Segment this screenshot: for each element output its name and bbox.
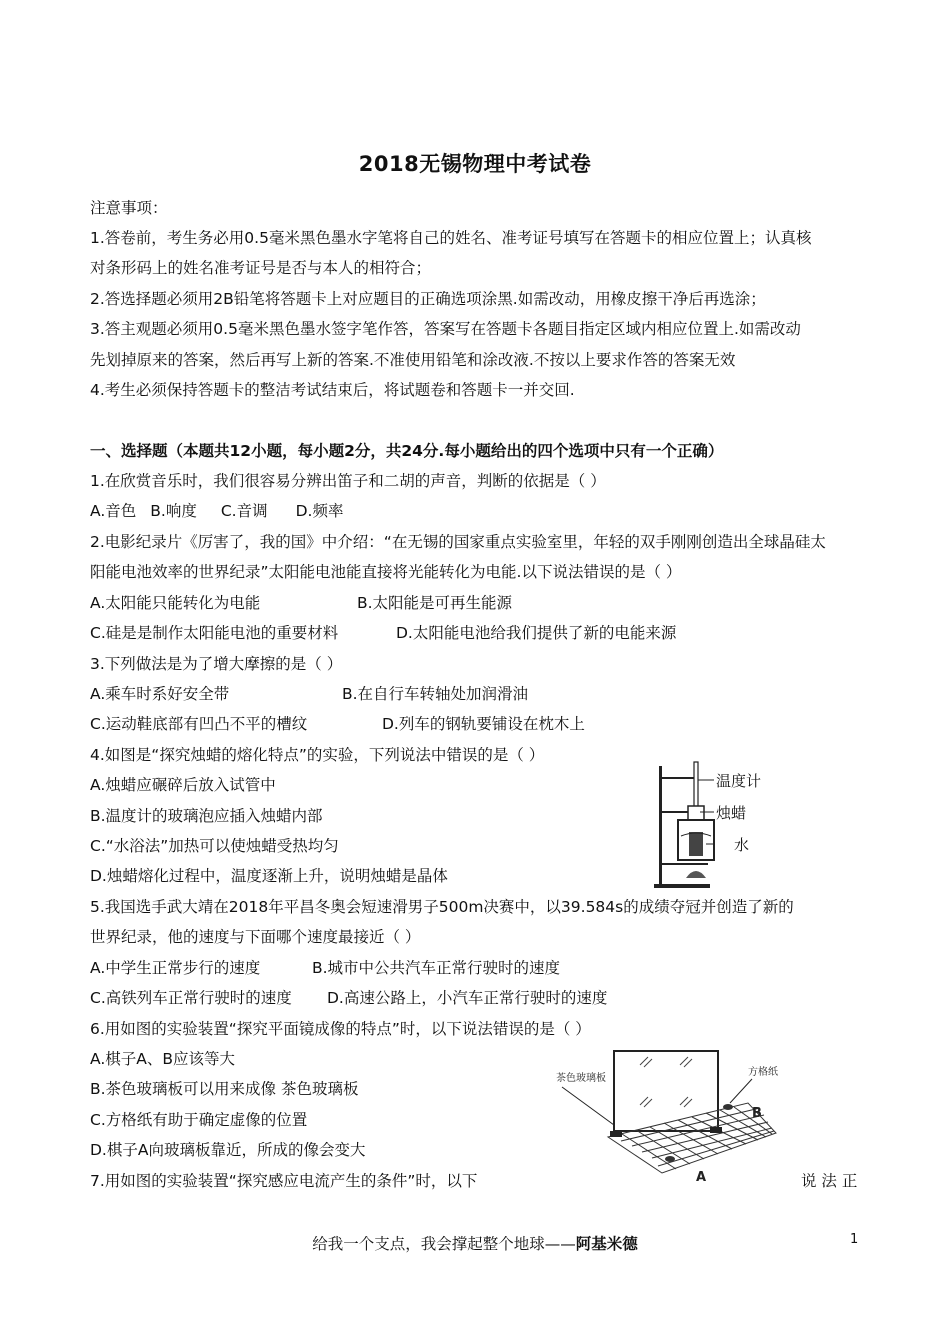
grid-paper-label: 方格纸 [748,1067,778,1078]
piece-a-label: A [696,1170,707,1185]
glass-plate-label: 茶色玻璃板 [556,1073,606,1084]
piece-b-label: B [752,1106,762,1121]
notice-item: 先划掉原来的答案，然后再写上新的答案.不准使用铅笔和涂改液.不按以上要求作答的答案无效 [90,351,736,369]
option-b: B.城市中公共汽车正常行驶时的速度 [312,959,561,977]
wax-melting-apparatus-figure [650,760,780,890]
question-5-stem: 5.我国选手武大靖在2018年平昌冬奥会短速滑男子500m决赛中，以39.584s的成绩夺冠并创造了新的 [90,898,794,916]
option-b: B.响度 [150,502,197,520]
footer-quote: 给我一个支点，我会撑起整个地球—— [312,1235,576,1253]
option-d: D.太阳能电池给我们提供了新的电能来源 [396,624,677,642]
water-label: 水 [734,836,750,854]
notice-item: 对条形码上的姓名准考证号是否与本人的相符合； [90,259,432,277]
option-b: B.在自行车转轴处加润滑油 [342,685,529,703]
option-c: C.音调 [220,502,268,520]
option-a: A.乘车时系好安全带 [90,685,230,703]
option-d: D.列车的钢轨要铺设在枕木上 [382,715,585,733]
notice-item: 3.答主观题必须用0.5毫米黑色墨水签字笔作答，答案写在答题卡各题目指定区域内相应位置上.如需改动 [90,320,801,338]
notice-item: 2.答选择题必须用2B铅笔将答题卡上对应题目的正确选项涂黑.如需改动，用橡皮擦干净后再选涂； [90,290,766,308]
page-number: 1 [850,1232,859,1247]
option-b: B.太阳能是可再生能源 [357,594,513,612]
question-2-stem: 2.电影纪录片《厉害了，我的国》中介绍：“在无锡的国家重点实验室里，年轻的双手刚刚创造出全球晶硅太 [90,533,826,551]
thermometer-label: 温度计 [716,772,762,790]
footer-author: 阿基米德 [575,1235,638,1253]
question-5-stem: 世界纪录，他的速度与下面哪个速度最接近（ ） [90,928,421,946]
question-1-stem: 1.在欣赏音乐时，我们很容易分辨出笛子和二胡的声音，判断的依据是（ ） [90,472,606,490]
question-7-stem: 7.用如图的实验装置“探究感应电流产生的条件”时，以下 [90,1172,478,1190]
option-a: A.棋子A、B应该等大 [90,1050,235,1068]
option-c: C.“水浴法”加热可以使烛蜡受热均匀 [90,837,339,855]
option-c: C.运动鞋底部有凹凸不平的槽纹 [90,715,308,733]
section-heading: 一、选择题（本题共12小题，每小题2分，共24分.每小题给出的四个选项中只有一个正确） [90,442,724,460]
option-c: C.高铁列车正常行驶时的速度 [90,989,292,1007]
option-a: A.音色 [90,502,137,520]
question-4-stem: 4.如图是“探究烛蜡的熔化特点”的实验，下列说法中错误的是（ ） [90,746,545,764]
option-a: A.太阳能只能转化为电能 [90,594,261,612]
option-b: B.温度计的玻璃泡应插入烛蜡内部 [90,807,323,825]
option-c: C.硅是是制作太阳能电池的重要材料 [90,624,339,642]
question-3-stem: 3.下列做法是为了增大摩擦的是（ ） [90,655,343,673]
option-d: D.高速公路上，小汽车正常行驶时的速度 [327,989,608,1007]
option-a: A.中学生正常步行的速度 [90,959,261,977]
option-d: D.频率 [295,502,344,520]
page-title: 2018无锡物理中考试卷 [358,152,592,176]
question-7-stem-continued: 说 法 正 [801,1172,858,1190]
option-d: D.棋子A向玻璃板靠近，所成的像会变大 [90,1141,366,1159]
question-6-stem: 6.用如图的实验装置“探究平面镜成像的特点”时，以下说法错误的是（ ） [90,1020,591,1038]
option-a: A.烛蜡应碾碎后放入试管中 [90,776,276,794]
notice-heading: 注意事项： [90,199,168,217]
page-footer [0,1232,950,1254]
notice-item: 4.考生必须保持答题卡的整洁考试结束后，将试题卷和答题卡一并交回. [90,381,575,399]
question-2-stem: 阳能电池效率的世界纪录”太阳能电池能直接将光能转化为电能.以下说法错误的是（ ） [90,563,682,581]
plane-mirror-apparatus-figure [552,1045,792,1185]
notice-item: 1.答卷前，考生务必用0.5毫米黑色墨水字笔将自己的姓名、准考证号填写在答题卡的相应位置上；认真核 [90,229,812,247]
question-1-options [90,501,343,521]
option-c: C.方格纸有助于确定虚像的位置 [90,1111,308,1129]
wax-label: 烛蜡 [716,804,747,822]
option-b: B.茶色玻璃板可以用来成像 茶色玻璃板 [90,1080,359,1098]
option-d: D.烛蜡熔化过程中，温度逐渐上升，说明烛蜡是晶体 [90,867,448,885]
